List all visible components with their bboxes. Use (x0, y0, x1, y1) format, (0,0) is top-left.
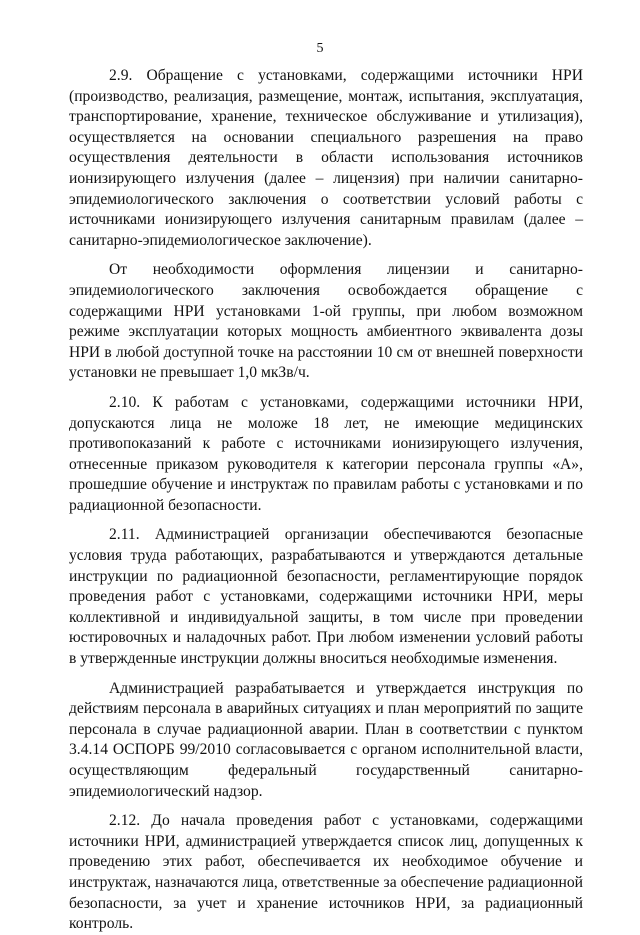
paragraph-2-10: 2.10. К работам с установками, содержащими источники НРИ, допускаются лица не моложе 18 лет, не имеющие медицинских противопоказаний к работе с источниками ионизирующего излучения, отнесенные приказом руководителя к категории персонала группы «А», прошедшие обучение и инструктаж по правилам работы с установками и по радиационной безопасности. (69, 393, 583, 514)
paragraph-license-exemption: От необходимости оформления лицензии и санитарно-эпидемиологического заключения освобождается обращение с содержащими НРИ установками 1-ой группы, при любом возможном режиме эксплуатации которых мощность амбиентного эквивалента дозы НРИ в любой доступной точке на расстоянии 10 см от внешней поверхности установки не превышает 1,0 мкЗв/ч. (69, 261, 583, 382)
paragraph-2-12: 2.12. До начала проведения работ с установками, содержащими источники НРИ, администрацией утверждается список лиц, допущенных к проведению этих работ, обеспечивается их необходимое обучение и инструктаж, назначаются лица, ответственные за обеспечение радиационной безопасности, за учет и хранение источников НРИ, за радиационный контроль. (69, 812, 583, 933)
page-number: 5 (316, 41, 324, 56)
document-body (69, 66, 583, 935)
paragraph-emergency-instruction: Администрацией разрабатывается и утверждается инструкция по действиям персонала в аварийных ситуациях и план мероприятий по защите персонала в случае радиационной аварии. План в соответствии с пунктом 3.4.14 ОСПОРБ 99/2010 согласовывается с органом исполнительной власти, осуществляющим федеральный государственный санитарно-эпидемиологический надзор. (69, 679, 583, 800)
paragraph-2-11: 2.11. Администрацией организации обеспечиваются безопасные условия труда работающих, разрабатываются и утверждаются детальные инструкции по радиационной безопасности, регламентирующие порядок проведения работ с установками, содержащими источники НРИ, меры коллективной и индивидуальной защиты, в том числе при проведении юстировочных и наладочных работ. При любом изменении условий работы в утвержденные инструкции должны вноситься необходимые изменения. (69, 526, 583, 668)
paragraph-2-9: 2.9. Обращение с установками, содержащими источники НРИ (производство, реализация, размещение, монтаж, испытания, эксплуатация, транспортирование, хранение, техническое обслуживание и утилизация), осуществляется на основании специального разрешения на право осуществления деятельности в области использования источников ионизирующего излучения (далее – лицензия) при наличии санитарно-эпидемиологического заключения о соответствии условий работы с источниками ионизирующего излучения санитарным правилам (далее – санитарно-эпидемиологическое заключение). (69, 67, 583, 249)
